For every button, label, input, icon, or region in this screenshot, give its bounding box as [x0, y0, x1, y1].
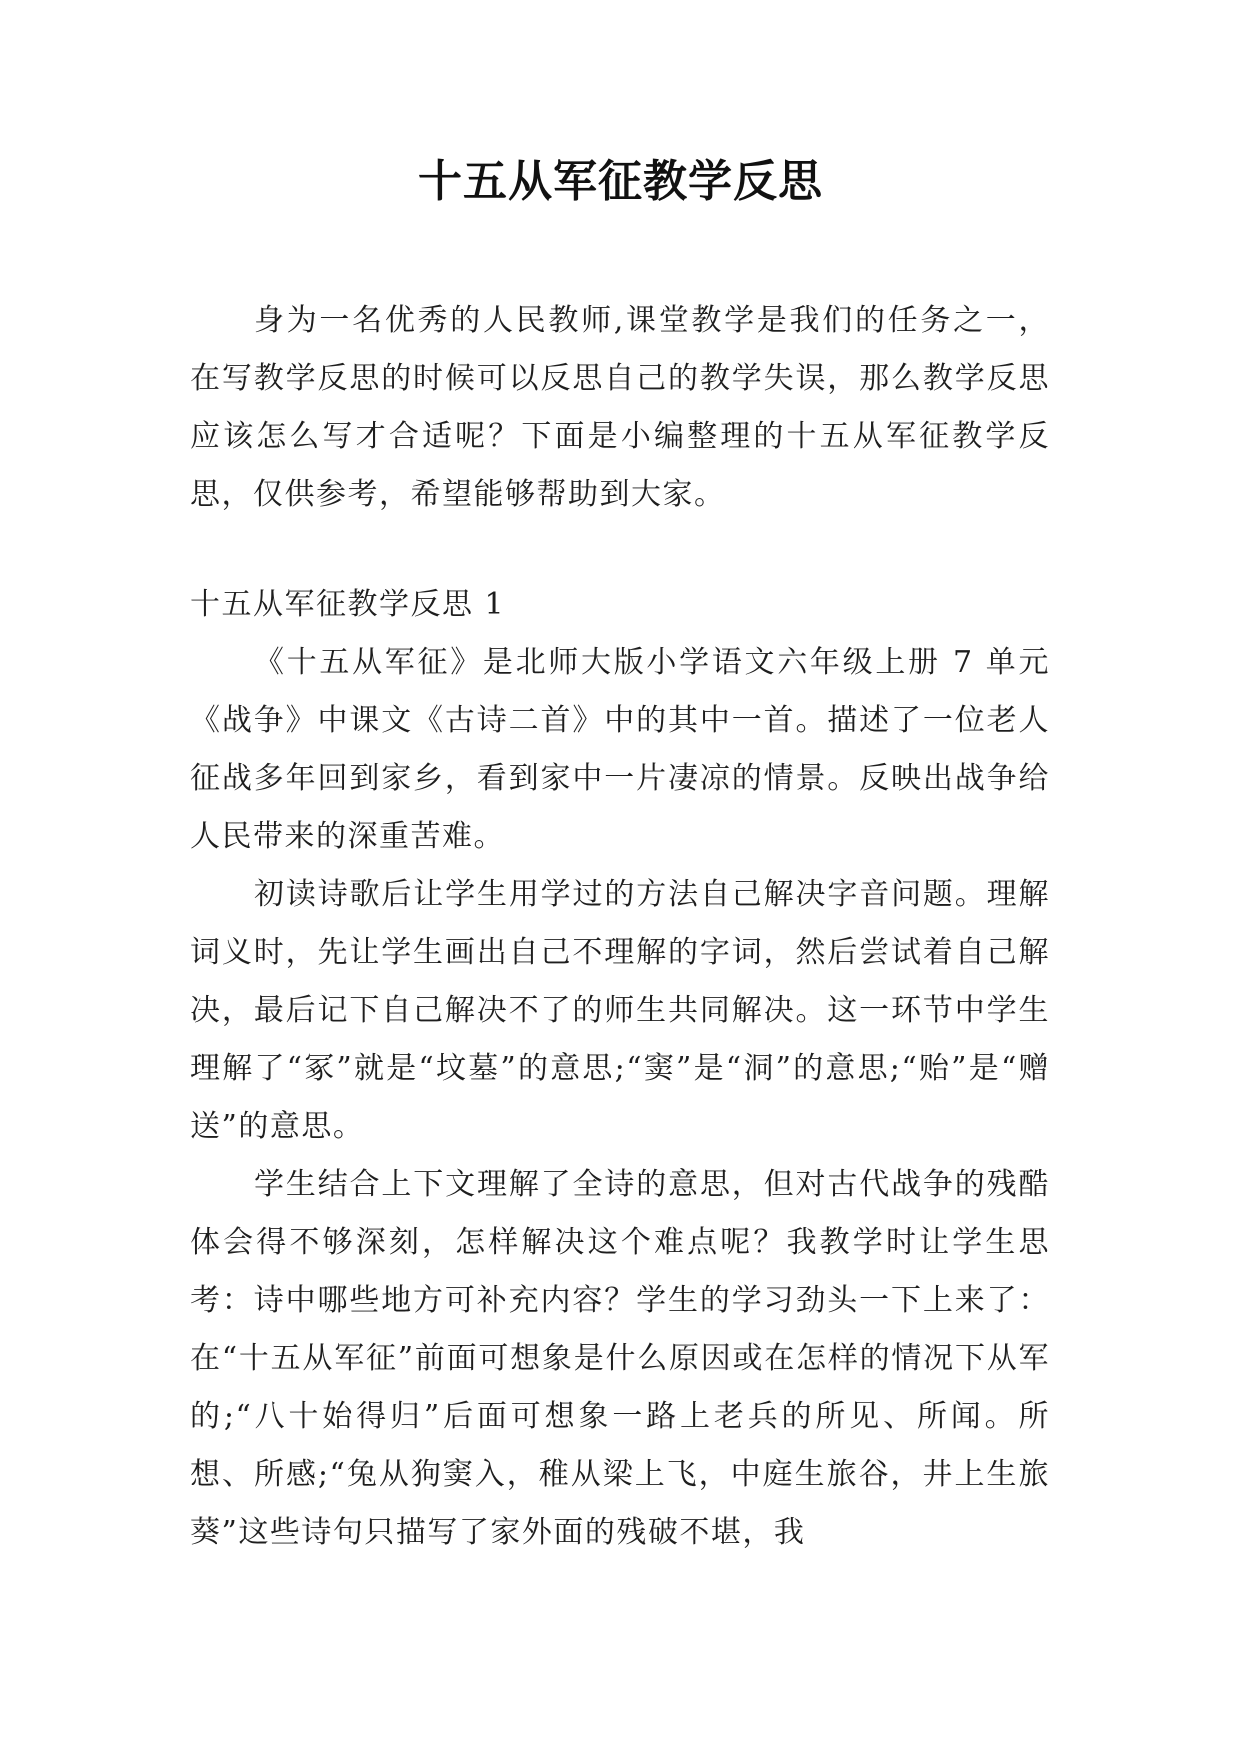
intro-paragraph: 身为一名优秀的人民教师,课堂教学是我们的任务之一，在写教学反思的时候可以反思自己的教学失误，那么教学反思应该怎么写才合适呢？下面是小编整理的十五从军征教学反思，仅供参考，希望能够帮助到大家。	[190, 303, 1050, 512]
body-paragraph-1: 《十五从军征》是北师大版小学语文六年级上册 7 单元《战争》中课文《古诗二首》中的其中一首。描述了一位老人征战多年回到家乡，看到家中一片凄凉的情景。反映出战争给人民带来的深重苦难。	[190, 645, 1050, 854]
section-body	[190, 634, 1050, 1562]
document-title: 十五从军征教学反思	[418, 156, 823, 207]
section-heading: 十五从军征教学反思 1	[190, 587, 506, 622]
body-paragraph-2: 初读诗歌后让学生用学过的方法自己解决字音问题。理解词义时，先让学生画出自己不理解的字词，然后尝试着自己解决，最后记下自己解决不了的师生共同解决。这一环节中学生理解了“冢”就是“坟墓”的意思;“窦”是“洞”的意思;“贻”是“赠送”的意思。	[190, 877, 1050, 1144]
body-paragraph-3: 学生结合上下文理解了全诗的意思，但对古代战争的残酷体会得不够深刻，怎样解决这个难点呢？我教学时让学生思考：诗中哪些地方可补充内容？学生的学习劲头一下上来了：在“十五从军征”前面可想象是什么原因或在怎样的情况下从军的;“八十始得归”后面可想象一路上老兵的所见、所闻。所想、所感;“兔从狗窦入，稚从梁上飞，中庭生旅谷，井上生旅葵”这些诗句只描写了家外面的残破不堪，我	[190, 1167, 1050, 1550]
